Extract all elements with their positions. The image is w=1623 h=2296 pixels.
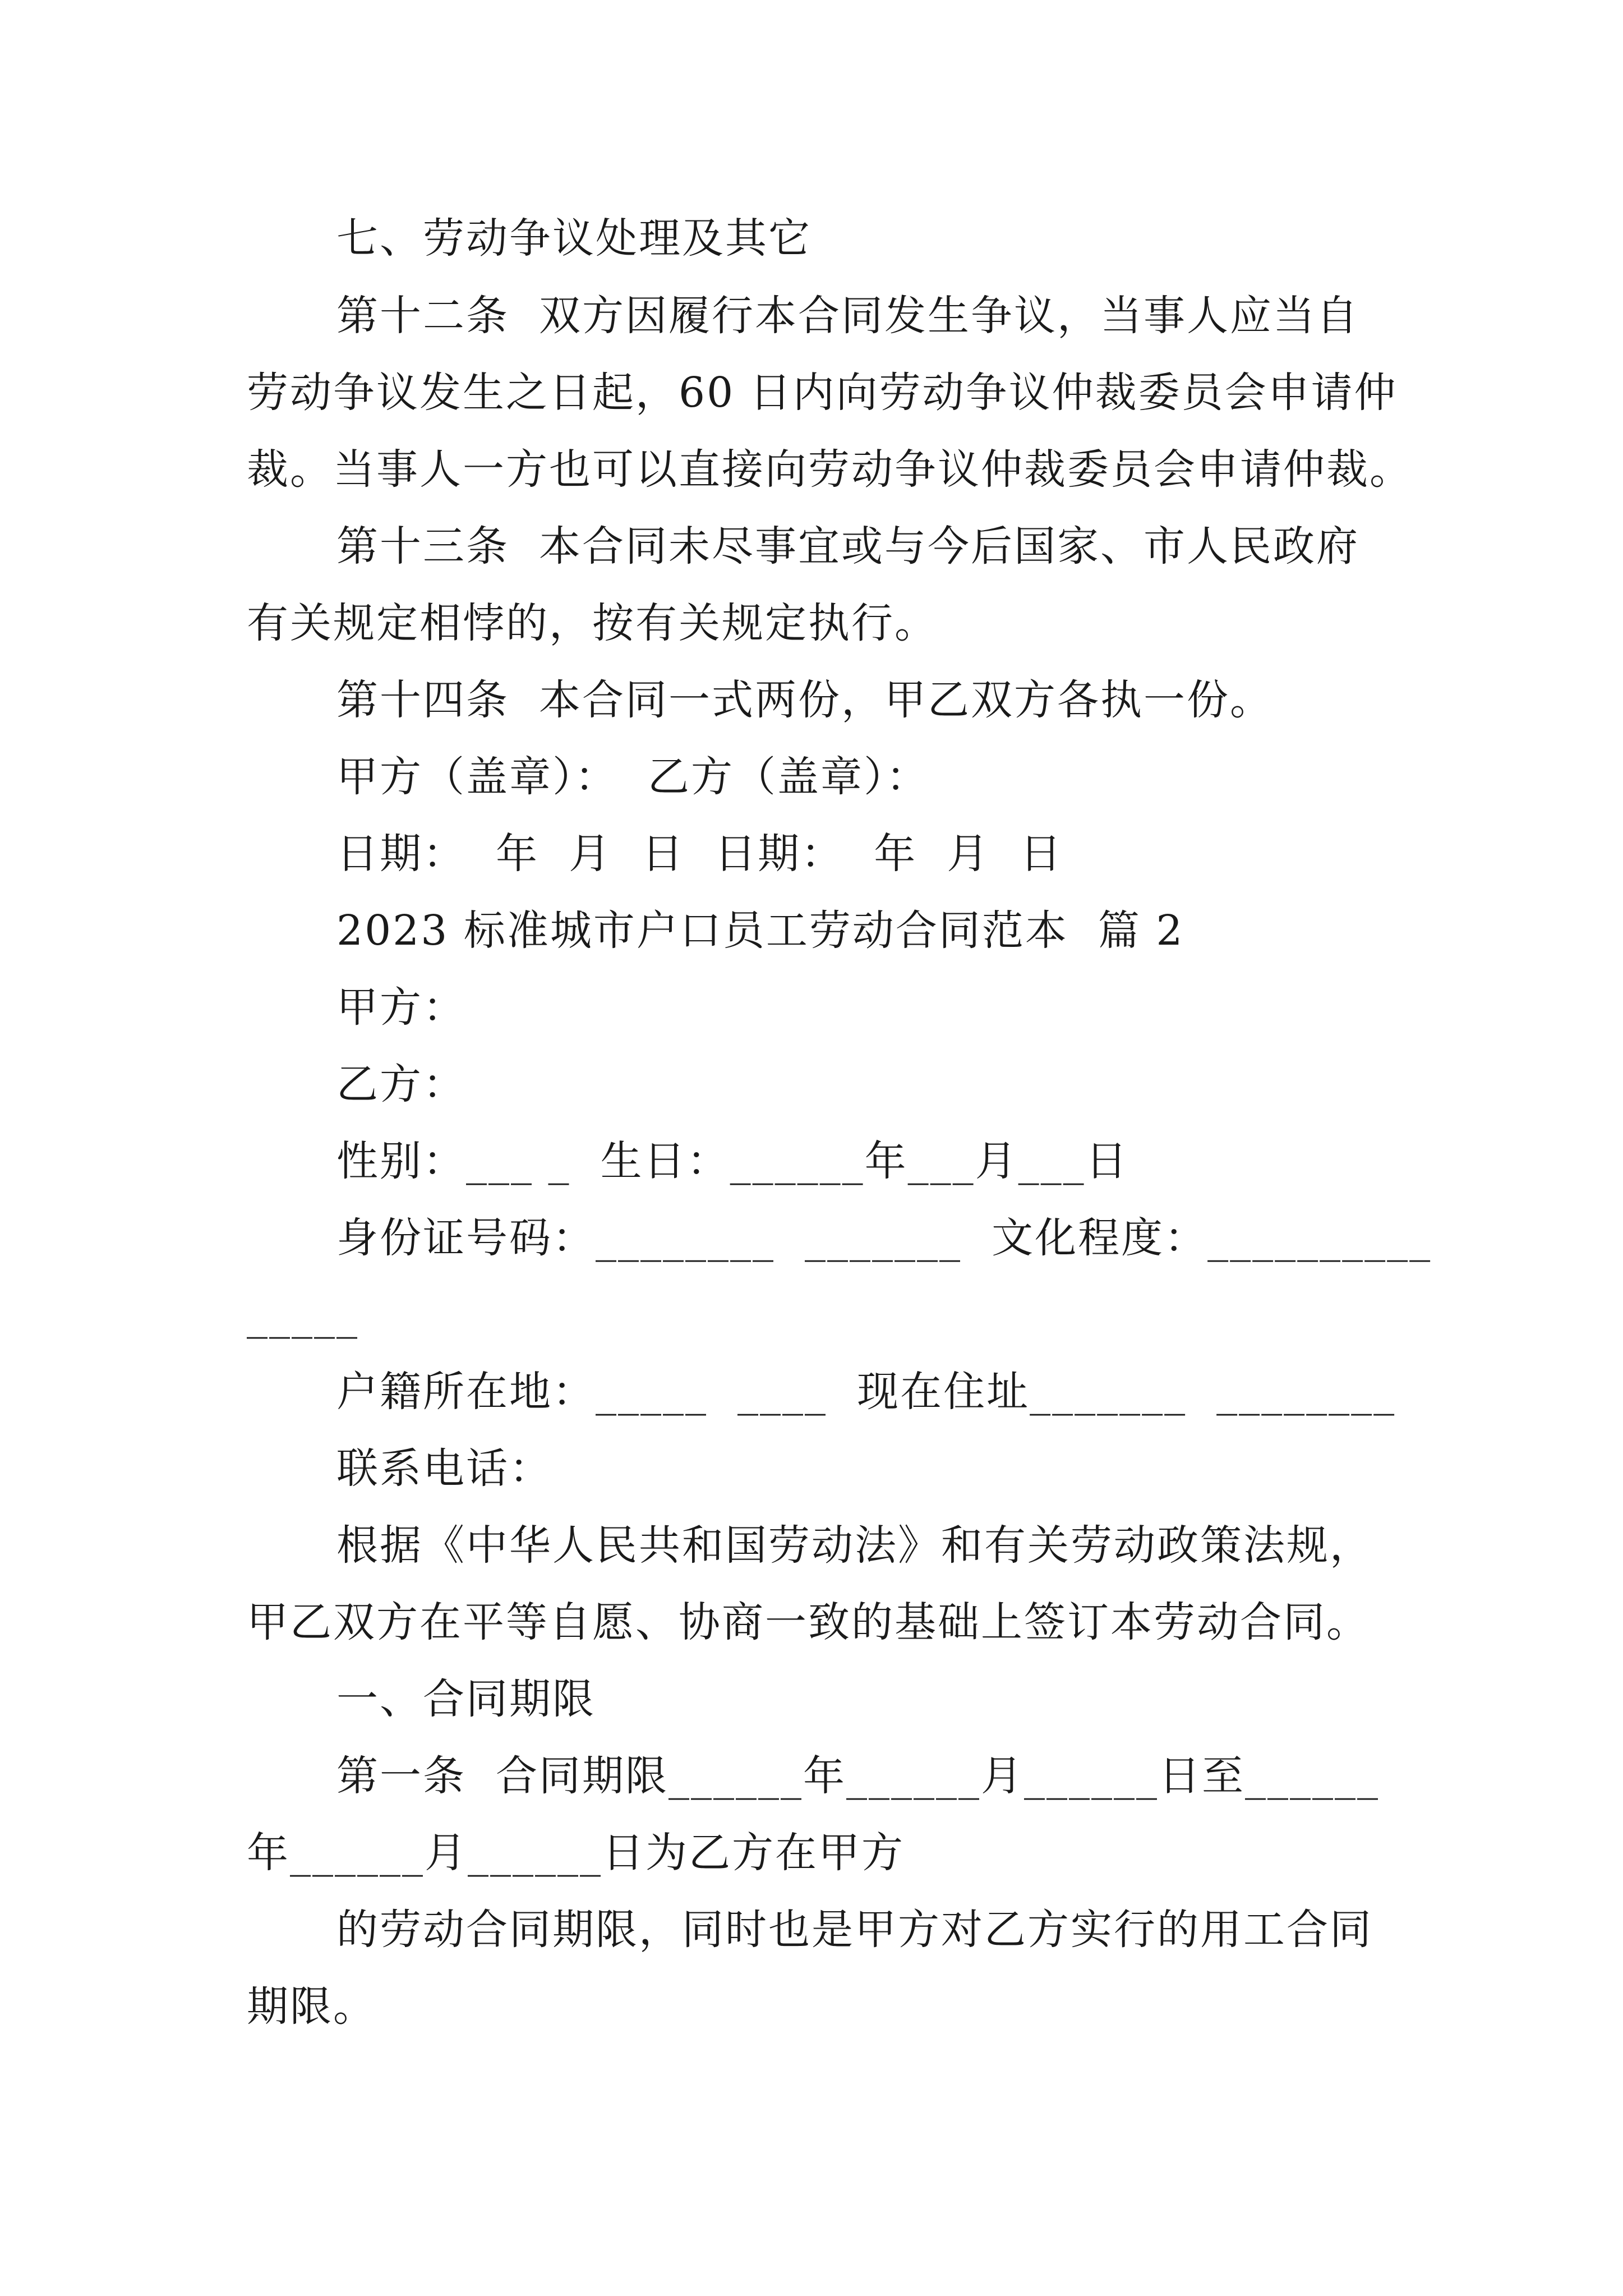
field-continuation: _____ [247,1291,359,1339]
paragraph-line: 根据《中华人民共和国劳动法》和有关劳动政策法规， [336,1521,1373,1570]
paragraph-line: 第十四条 本合同一式两份，甲乙双方各执一份。 [336,676,1274,724]
residence-address-field: 户籍所在地：_____ ____ 现在住址_______ ________ [336,1368,1396,1416]
date-line: 日期： 年 月 日 日期： 年 月 日 [336,830,1063,878]
id-education-field: 身份证号码：________ _______ 文化程度：__________ [336,1214,1432,1262]
paragraph-line: 第一条 合同期限______年______月______日至______ [336,1752,1380,1800]
phone-field: 联系电话： [336,1444,552,1493]
section-heading: 七、劳动争议处理及其它 [336,214,811,263]
paragraph-line: 裁。当事人一方也可以直接向劳动争议仲裁委员会申请仲裁。 [247,445,1413,494]
signature-line: 甲方（盖章）： 乙方（盖章）： [336,753,930,801]
party-b-field: 乙方： [336,1060,466,1108]
paragraph-line: 甲乙双方在平等自愿、协商一致的基础上签订本劳动合同。 [247,1598,1370,1646]
paragraph-line: 的劳动合同期限，同时也是甲方对乙方实行的用工合同 [336,1906,1373,1954]
section-heading: 一、合同期限 [336,1675,596,1723]
paragraph-line: 期限。 [247,1982,376,2031]
gender-birthday-field: 性别：___ _ 生日：______年___月___日 [336,1137,1129,1185]
paragraph-line: 年______月______日为乙方在甲方 [247,1829,905,1877]
paragraph-line: 第十三条 本合同未尽事宜或与今后国家、市人民政府 [336,522,1360,570]
party-a-field: 甲方： [336,983,466,1032]
paragraph-line: 第十二条 双方因履行本合同发生争议，当事人应当自 [336,292,1360,340]
paragraph-line: 有关规定相悖的，按有关规定执行。 [247,599,938,647]
document-title: 2023 标准城市户口员工劳动合同范本 篇 2 [336,907,1184,955]
paragraph-line: 劳动争议发生之日起，60 日内向劳动争议仲裁委员会申请仲 [247,369,1398,417]
